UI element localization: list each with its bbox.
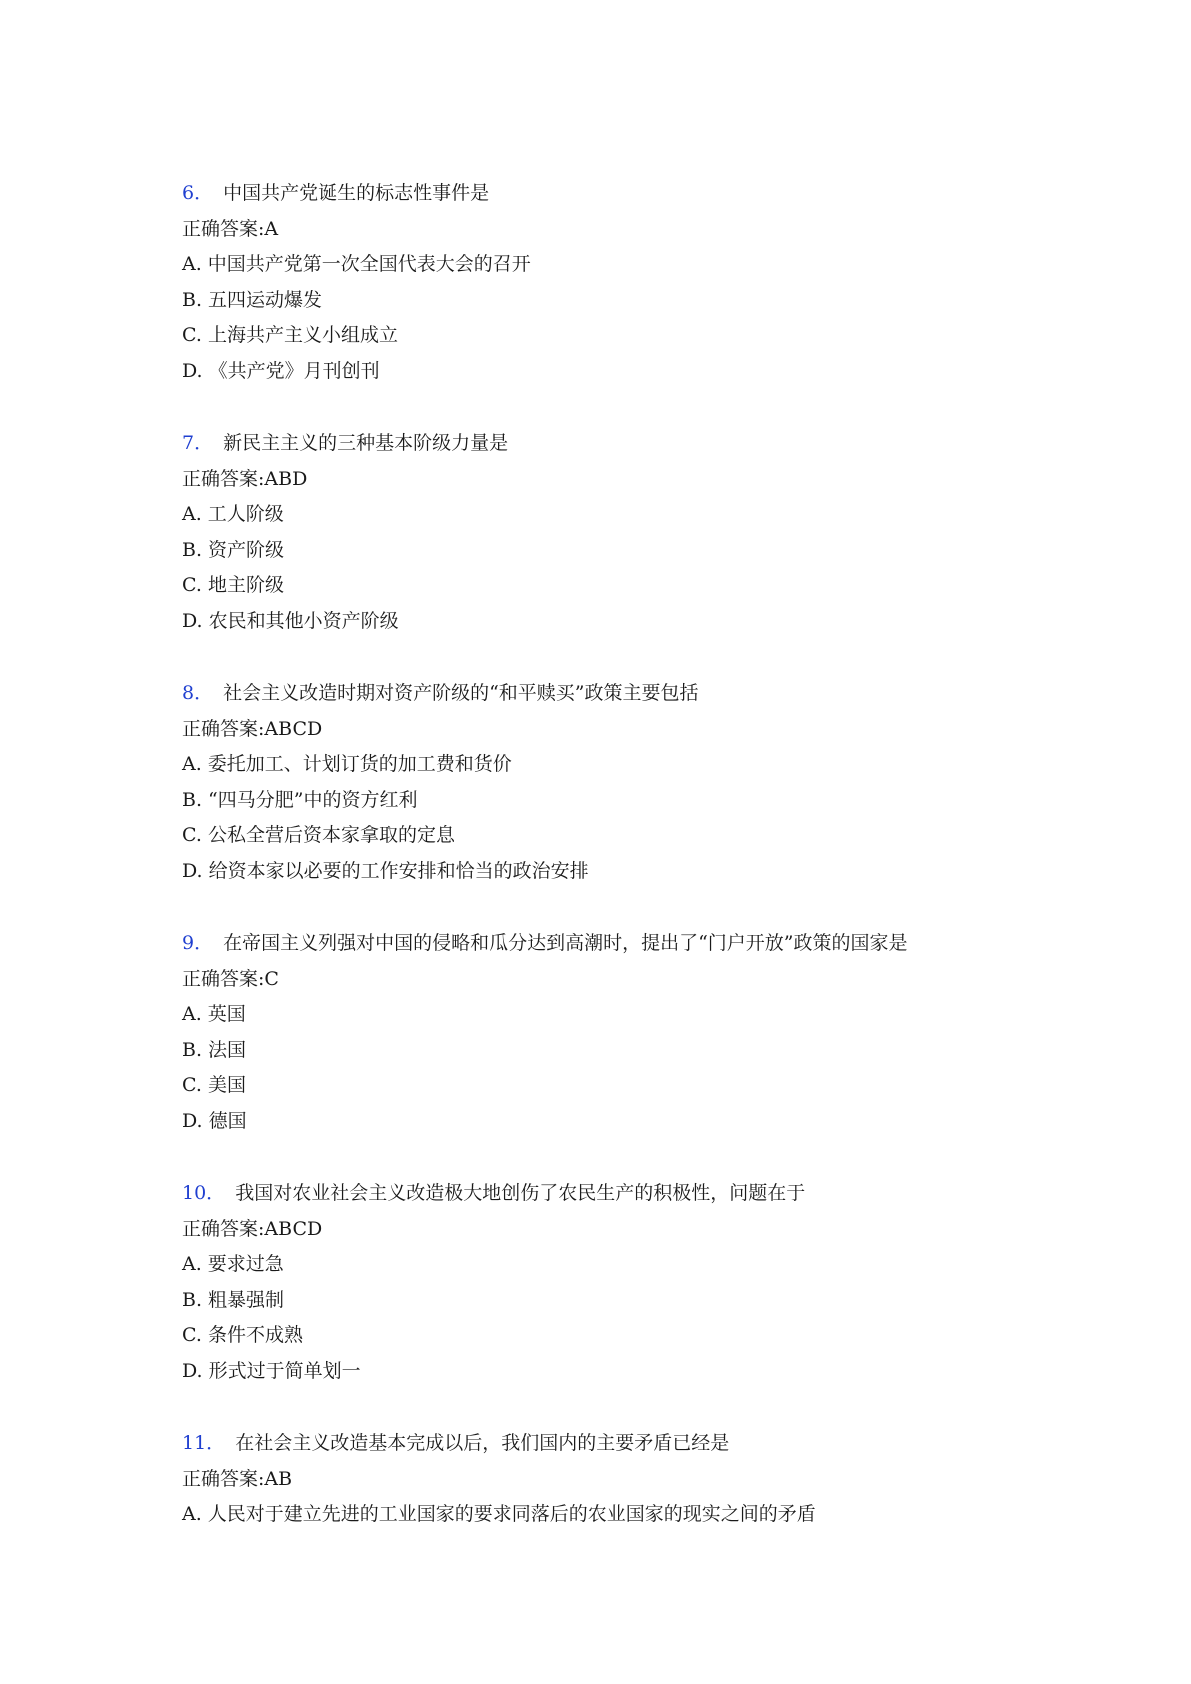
question-number: 6． bbox=[182, 182, 214, 204]
option-c: C. 公私全营后资本家拿取的定息 bbox=[182, 824, 455, 846]
correct-answer: 正确答案:ABD bbox=[182, 467, 308, 490]
question-stem bbox=[182, 176, 1082, 212]
option-b: B. “四马分肥”中的资方红利 bbox=[182, 788, 418, 811]
option-d: D. 《共产党》月刊创刊 bbox=[182, 359, 380, 382]
correct-answer: 正确答案:AB bbox=[182, 1467, 293, 1490]
question-stem bbox=[182, 676, 1082, 712]
option-c: C. 美国 bbox=[182, 1074, 246, 1096]
question-7 bbox=[182, 426, 1082, 639]
question-number: 8． bbox=[182, 682, 214, 704]
correct-answer: 正确答案:A bbox=[182, 217, 279, 240]
option-b: B. 五四运动爆发 bbox=[182, 288, 323, 311]
option-c: C. 条件不成熟 bbox=[182, 1324, 303, 1346]
question-stem bbox=[182, 426, 1082, 462]
question-10 bbox=[182, 1176, 1082, 1389]
option-a: A. 英国 bbox=[182, 1003, 246, 1025]
option-d: D. 给资本家以必要的工作安排和恰当的政治安排 bbox=[182, 859, 589, 882]
question-number: 9． bbox=[182, 932, 214, 954]
option-d: D. 德国 bbox=[182, 1109, 247, 1132]
option-c: C. 地主阶级 bbox=[182, 574, 284, 596]
question-9 bbox=[182, 926, 1082, 1139]
option-a: A. 中国共产党第一次全国代表大会的召开 bbox=[182, 253, 531, 275]
question-stem bbox=[182, 1176, 1082, 1212]
option-a: A. 要求过急 bbox=[182, 1253, 284, 1275]
question-number: 10． bbox=[182, 1182, 226, 1204]
question-text: 社会主义改造时期对资产阶级的“和平赎买”政策主要包括 bbox=[223, 682, 699, 704]
option-d: D. 农民和其他小资产阶级 bbox=[182, 609, 399, 632]
question-text: 中国共产党诞生的标志性事件是 bbox=[223, 182, 490, 204]
question-stem bbox=[182, 926, 1082, 962]
option-d: D. 形式过于简单划一 bbox=[182, 1359, 361, 1382]
question-number: 7． bbox=[182, 432, 214, 454]
question-text: 在帝国主义列强对中国的侵略和瓜分达到高潮时，提出了“门户开放”政策的国家是 bbox=[223, 932, 908, 954]
option-c: C. 上海共产主义小组成立 bbox=[182, 324, 398, 346]
correct-answer: 正确答案:ABCD bbox=[182, 717, 323, 740]
question-text: 在社会主义改造基本完成以后，我们国内的主要矛盾已经是 bbox=[235, 1432, 730, 1454]
question-text: 新民主主义的三种基本阶级力量是 bbox=[223, 432, 509, 454]
option-a: A. 委托加工、计划订货的加工费和货价 bbox=[182, 753, 512, 775]
option-b: B. 资产阶级 bbox=[182, 538, 285, 561]
question-text: 我国对农业社会主义改造极大地创伤了农民生产的积极性，问题在于 bbox=[235, 1182, 806, 1204]
question-8 bbox=[182, 676, 1082, 889]
option-b: B. 法国 bbox=[182, 1038, 247, 1061]
option-a: A. 人民对于建立先进的工业国家的要求同落后的农业国家的现实之间的矛盾 bbox=[182, 1503, 816, 1525]
correct-answer: 正确答案:C bbox=[182, 967, 279, 990]
question-number: 11． bbox=[182, 1432, 226, 1454]
correct-answer: 正确答案:ABCD bbox=[182, 1217, 323, 1240]
question-6 bbox=[182, 176, 1082, 389]
question-stem bbox=[182, 1426, 1082, 1462]
question-11 bbox=[182, 1426, 1082, 1533]
option-b: B. 粗暴强制 bbox=[182, 1288, 285, 1311]
option-a: A. 工人阶级 bbox=[182, 503, 284, 525]
